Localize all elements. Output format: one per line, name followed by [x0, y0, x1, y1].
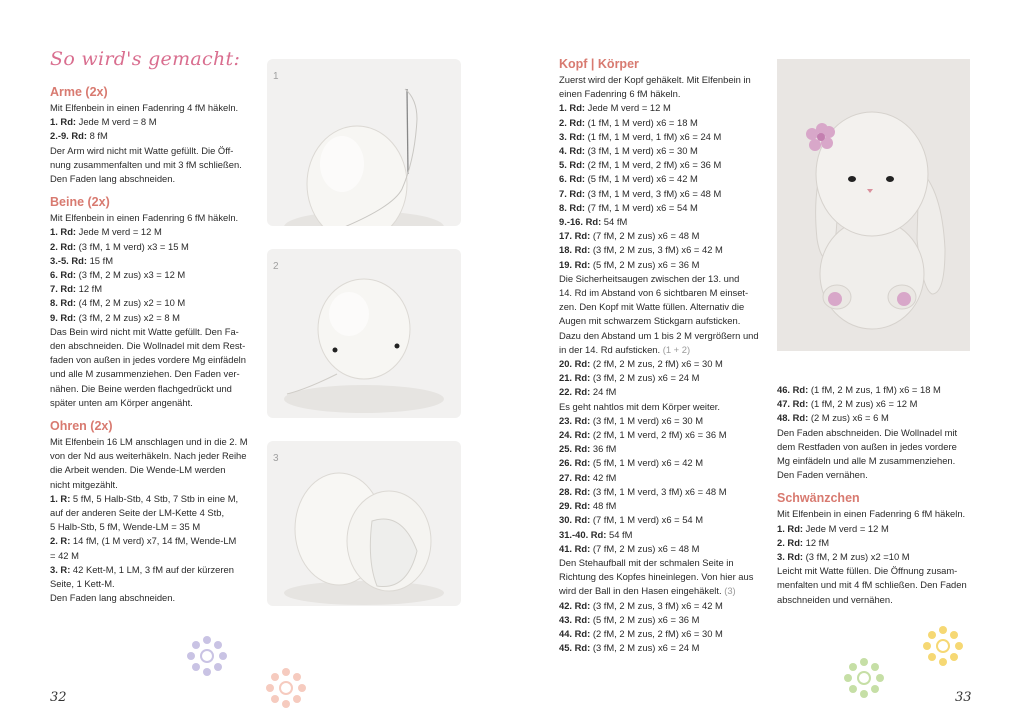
instruction-text: 5 Halb-Stb, 5 fM, Wende-LM = 35 M [50, 521, 201, 533]
instructions-column-3 [559, 57, 764, 655]
page-title: So wird's gemacht: [50, 48, 241, 70]
step-photo-2 [267, 249, 461, 418]
round-text: (5 fM, 1 M verd) x6 = 42 M [590, 457, 704, 469]
instruction-text: nung zusammenfalten und mit 3 fM schließen. [50, 158, 242, 170]
round-instruction [50, 282, 250, 296]
round-text: 42 Kett-M, 1 LM, 3 fM auf der kürzeren [70, 563, 234, 575]
round-instruction [559, 442, 764, 456]
round-label: 9.-16. Rd: [559, 216, 602, 228]
round-text: 12 fM [803, 536, 830, 548]
round-label: 3. Rd: [559, 130, 586, 142]
round-instruction [50, 268, 250, 282]
spacer [50, 410, 250, 419]
round-label: 26. Rd: [559, 457, 591, 469]
round-label: 30. Rd: [559, 514, 591, 526]
round-instruction [559, 428, 764, 442]
round-label: 7. Rd: [50, 283, 77, 295]
round-instruction [777, 550, 977, 564]
crochet-body-with-ball-photo [267, 441, 461, 606]
round-text: (3 fM, 2 M zus, 3 fM) x6 = 42 M [590, 599, 723, 611]
round-instruction [559, 144, 764, 158]
round-label: 22. Rd: [559, 386, 591, 398]
round-label: 6. Rd: [50, 269, 77, 281]
page-number-left: 32 [50, 690, 67, 705]
round-text: (2 M zus) x6 = 6 M [808, 412, 889, 424]
round-text: 36 fM [590, 443, 617, 455]
round-text: (3 fM, 2 M zus) x2 = 8 M [76, 311, 180, 323]
instruction-text: Den Faden lang abschneiden. [50, 173, 176, 185]
round-text: Jede M verd = 12 M [803, 522, 889, 534]
round-label: 2. R: [50, 535, 71, 547]
round-label: 1. Rd: [777, 522, 804, 534]
round-text: (2 fM, 1 M verd, 2 fM) x6 = 36 M [590, 429, 727, 441]
crochet-ball-photo [267, 59, 461, 226]
round-instruction [50, 492, 250, 506]
round-label: 3.-5. Rd: [50, 254, 87, 266]
spacer [50, 186, 250, 195]
instruction-text: dem Restfaden von außen in jedes vordere [777, 440, 957, 452]
section-heading: Kopf | Körper [559, 57, 639, 71]
round-instruction [559, 357, 764, 371]
round-instruction [50, 254, 250, 268]
round-label: 9. Rd: [50, 311, 77, 323]
round-label: 29. Rd: [559, 500, 591, 512]
round-label: 27. Rd: [559, 471, 591, 483]
round-instruction [559, 258, 764, 272]
instruction-text: Seite, 1 Kett-M. [50, 578, 115, 590]
step-photo-3 [267, 441, 461, 606]
round-instruction [50, 563, 250, 577]
instruction-text: den abschneiden. Die Wollnadel mit dem Rest- [50, 340, 246, 352]
round-text: (1 fM, 1 M verd) x6 = 18 M [585, 116, 698, 128]
round-instruction [559, 513, 764, 527]
round-instruction [559, 471, 764, 485]
section-heading: Schwänzchen [777, 491, 860, 506]
round-text: (3 fM, 2 M zus) x3 = 12 M [76, 269, 186, 281]
bunny-photo [777, 59, 970, 351]
round-instruction [559, 599, 764, 613]
round-instruction [559, 485, 764, 499]
round-instruction [559, 542, 764, 556]
round-label: 5. Rd: [559, 159, 586, 171]
spacer [777, 482, 977, 491]
round-text: 15 fM [86, 254, 114, 266]
instruction-text: Mit Elfenbein in einen Fadenring 6 fM häkeln. [50, 212, 239, 224]
round-text: (3 fM, 1 M verd) x6 = 30 M [585, 145, 698, 157]
round-instruction [50, 311, 250, 325]
round-instruction [777, 397, 977, 411]
round-text: (3 fM, 1 M verd, 3 fM) x6 = 48 M [585, 187, 722, 199]
round-instruction [50, 225, 250, 239]
round-label: 1. Rd: [50, 226, 77, 238]
round-label: 47. Rd: [777, 398, 809, 410]
round-instruction [50, 115, 250, 129]
round-label: 3. R: [50, 563, 71, 575]
round-instruction [559, 641, 764, 655]
round-text: (7 fM, 2 M zus) x6 = 48 M [590, 542, 700, 554]
round-text: (3 fM, 1 M verd) x3 = 15 M [76, 240, 189, 252]
instruction-text: Der Arm wird nicht mit Watte gefüllt. Die Öff- [50, 144, 234, 156]
round-text: 5 fM, 5 Halb-Stb, 4 Stb, 7 Stb in eine M, [70, 492, 239, 504]
instruction-text: Das Bein wird nicht mit Watte gefüllt. Den Fa- [50, 325, 239, 337]
instruction-text: von der Nd aus weiterhäkeln. Nach jeder Reihe [50, 450, 247, 462]
instruction-text: später unten am Körper angenäht. [50, 396, 193, 408]
round-label: 44. Rd: [559, 627, 591, 639]
round-label: 46. Rd: [777, 384, 809, 395]
instructions-column-1 [50, 85, 250, 606]
instruction-text: Richtung des Kopfes hineinlegen. Von hier aus [559, 571, 754, 583]
round-instruction [559, 158, 764, 172]
flower-decoration-icon [919, 622, 967, 670]
instruction-text: menfalten und mit 4 fM schließen. Den Faden [777, 579, 967, 591]
round-instruction [50, 129, 250, 143]
instructions-column-4 [777, 383, 977, 607]
round-text: Jede M verd = 12 M [76, 226, 162, 238]
round-text: 14 fM, (1 M verd) x7, 14 fM, Wende-LM [70, 535, 237, 547]
round-label: 42. Rd: [559, 599, 591, 611]
instruction-text: auf der anderen Seite der LM-Kette 4 Stb, [50, 507, 225, 519]
round-label: 21. Rd: [559, 372, 591, 384]
instruction-text: Zuerst wird der Kopf gehäkelt. Mit Elfenbein in [559, 74, 751, 85]
round-instruction [777, 536, 977, 550]
page-number-right: 33 [955, 690, 972, 705]
round-text: Jede M verd = 8 M [76, 116, 157, 128]
round-text: 54 fM [601, 216, 628, 228]
round-instruction [559, 613, 764, 627]
round-instruction [559, 414, 764, 428]
round-label: 18. Rd: [559, 244, 591, 256]
instruction-text: Die Sicherheitsaugen zwischen der 13. und [559, 272, 740, 284]
flower-decoration-icon [262, 664, 310, 712]
round-label: 28. Rd: [559, 485, 591, 497]
round-label: 2. Rd: [777, 536, 804, 548]
flower-decoration-icon [183, 632, 231, 680]
instruction-text: zen. Den Kopf mit Watte füllen. Alternativ die [559, 301, 745, 313]
round-label: 8. Rd: [559, 201, 586, 213]
instruction-text: Mit Elfenbein in einen Fadenring 6 fM häkeln. [777, 508, 966, 520]
round-instruction [559, 371, 764, 385]
round-text: (2 fM, 1 M verd, 2 fM) x6 = 36 M [585, 159, 722, 171]
round-instruction [559, 130, 764, 144]
round-label: 17. Rd: [559, 230, 591, 242]
round-label: 1. Rd: [559, 102, 586, 114]
round-text: (5 fM, 2 M zus) x6 = 36 M [590, 258, 700, 270]
right-page [510, 0, 1020, 727]
round-text: (2 fM, 2 M zus, 2 fM) x6 = 30 M [590, 627, 723, 639]
round-instruction [559, 627, 764, 641]
instruction-text [559, 343, 764, 357]
instruction-text: Leicht mit Watte füllen. Die Öffnung zusam- [777, 565, 958, 577]
flower-decoration-icon [840, 654, 888, 702]
round-label: 2. Rd: [559, 116, 586, 128]
round-label: 2.-9. Rd: [50, 130, 87, 142]
round-text: (7 fM, 2 M zus) x6 = 48 M [590, 230, 700, 242]
round-instruction [559, 528, 764, 542]
round-instruction [777, 411, 977, 425]
round-label: 3. Rd: [777, 551, 804, 563]
instruction-body: in der 14. Rd aufsticken. [559, 343, 661, 355]
round-text: 8 fM [86, 130, 108, 142]
round-label: 4. Rd: [559, 145, 586, 157]
round-text: 24 fM [590, 386, 617, 398]
crochet-bunny-photo [777, 59, 970, 351]
round-instruction [50, 296, 250, 310]
round-label: 6. Rd: [559, 173, 586, 185]
instruction-text: Es geht nahtlos mit dem Körper weiter. [559, 400, 721, 412]
round-text: (1 fM, 2 M zus, 1 fM) x6 = 18 M [808, 384, 941, 395]
instruction-text: nähen. Die Beine werden flachgedrückt und [50, 382, 232, 394]
round-instruction [559, 116, 764, 130]
instruction-text: Mit Elfenbein in einen Fadenring 4 fM häkeln. [50, 102, 239, 113]
round-text: (3 fM, 2 M zus, 3 fM) x6 = 42 M [590, 244, 723, 256]
instruction-text: abschneiden und vernähen. [777, 593, 893, 605]
round-label: 1. R: [50, 492, 71, 504]
round-instruction [50, 240, 250, 254]
photo-reference: (1 + 2) [660, 343, 691, 355]
round-label: 45. Rd: [559, 642, 591, 654]
crochet-head-photo [267, 249, 461, 418]
round-label: 23. Rd: [559, 414, 591, 426]
round-text: (3 fM, 2 M zus) x6 = 24 M [590, 642, 700, 654]
round-instruction [777, 522, 977, 536]
instruction-text: Mit Elfenbein 16 LM anschlagen und in die 2. M [50, 436, 248, 448]
section-heading: Beine (2x) [50, 195, 110, 210]
round-text: (3 fM, 1 M verd) x6 = 30 M [590, 414, 704, 426]
round-instruction [559, 187, 764, 201]
round-label: 2. Rd: [50, 240, 77, 252]
instruction-text: = 42 M [50, 549, 79, 561]
round-text: (5 fM, 1 M verd) x6 = 42 M [585, 173, 698, 185]
instruction-text: die Arbeit wenden. Die Wende-LM werden [50, 464, 226, 476]
round-text: (2 fM, 2 M zus, 2 fM) x6 = 30 M [590, 358, 723, 370]
instruction-text: Den Faden abschneiden. Die Wollnadel mit [777, 426, 958, 438]
round-label: 7. Rd: [559, 187, 586, 199]
round-instruction [559, 499, 764, 513]
round-text: 48 fM [590, 500, 617, 512]
round-instruction [559, 385, 764, 399]
round-label: 8. Rd: [50, 297, 77, 309]
round-label: 19. Rd: [559, 258, 591, 270]
round-label: 48. Rd: [777, 412, 809, 424]
round-instruction [559, 215, 764, 229]
round-text: (7 fM, 1 M verd) x6 = 54 M [585, 201, 698, 213]
section-heading: Arme (2x) [50, 85, 108, 99]
round-text: (3 fM, 2 M zus) x6 = 24 M [590, 372, 700, 384]
round-text: Jede M verd = 12 M [585, 102, 671, 114]
instruction-text: einen Fadenring 6 fM häkeln. [559, 88, 681, 100]
instruction-text: Den Faden lang abschneiden. [50, 592, 176, 604]
round-text: 54 fM [606, 528, 633, 540]
round-text: (4 fM, 2 M zus) x2 = 10 M [76, 297, 186, 309]
round-label: 41. Rd: [559, 542, 591, 554]
round-label: 25. Rd: [559, 443, 591, 455]
round-text: 42 fM [590, 471, 617, 483]
photo-reference: (3) [721, 585, 736, 597]
round-instruction [559, 229, 764, 243]
instruction-text: Den Stehaufball mit der schmalen Seite in [559, 556, 734, 568]
round-text: 12 fM [76, 283, 103, 295]
round-instruction [559, 101, 764, 115]
section-heading: Ohren (2x) [50, 419, 113, 434]
round-instruction [559, 201, 764, 215]
instruction-text: nicht mitgezählt. [50, 478, 118, 490]
round-text: (3 fM, 2 M zus) x2 =10 M [803, 551, 910, 563]
instruction-text: Augen mit schwarzem Stickgarn aufsticken. [559, 315, 741, 327]
round-label: 31.-40. Rd: [559, 528, 607, 540]
instruction-text [559, 584, 764, 598]
step-number: 3 [273, 453, 279, 464]
round-label: 1. Rd: [50, 116, 77, 128]
step-photo-1 [267, 59, 461, 226]
instruction-text: faden von außen in jedes vordere Mg einfädeln [50, 354, 246, 366]
round-text: (5 fM, 2 M zus) x6 = 36 M [590, 613, 700, 625]
round-instruction [777, 383, 977, 397]
instruction-text: Den Faden vernähen. [777, 469, 868, 481]
round-label: 24. Rd: [559, 429, 591, 441]
instruction-text: Dazu den Abstand um 1 bis 2 M vergrößern und [559, 329, 759, 341]
round-text: (3 fM, 1 M verd, 3 fM) x6 = 48 M [590, 485, 727, 497]
round-instruction [50, 534, 250, 548]
round-instruction [559, 172, 764, 186]
round-instruction [559, 456, 764, 470]
round-label: 20. Rd: [559, 358, 591, 370]
round-text: (1 fM, 2 M zus) x6 = 12 M [808, 398, 918, 410]
instruction-body: wird der Ball in den Hasen eingehäkelt. [559, 585, 722, 597]
round-instruction [559, 243, 764, 257]
instruction-text: und alle M zusammenziehen. Den Faden ver- [50, 368, 240, 380]
round-label: 43. Rd: [559, 613, 591, 625]
round-text: (7 fM, 1 M verd) x6 = 54 M [590, 514, 704, 526]
instruction-text: Mg einfädeln und alle M zusammenziehen. [777, 455, 956, 467]
step-number: 1 [273, 71, 279, 82]
step-number: 2 [273, 261, 279, 272]
instruction-text: 14. Rd im Abstand von 6 sichtbaren M einset- [559, 287, 749, 299]
round-text: (1 fM, 1 M verd, 1 fM) x6 = 24 M [585, 130, 722, 142]
